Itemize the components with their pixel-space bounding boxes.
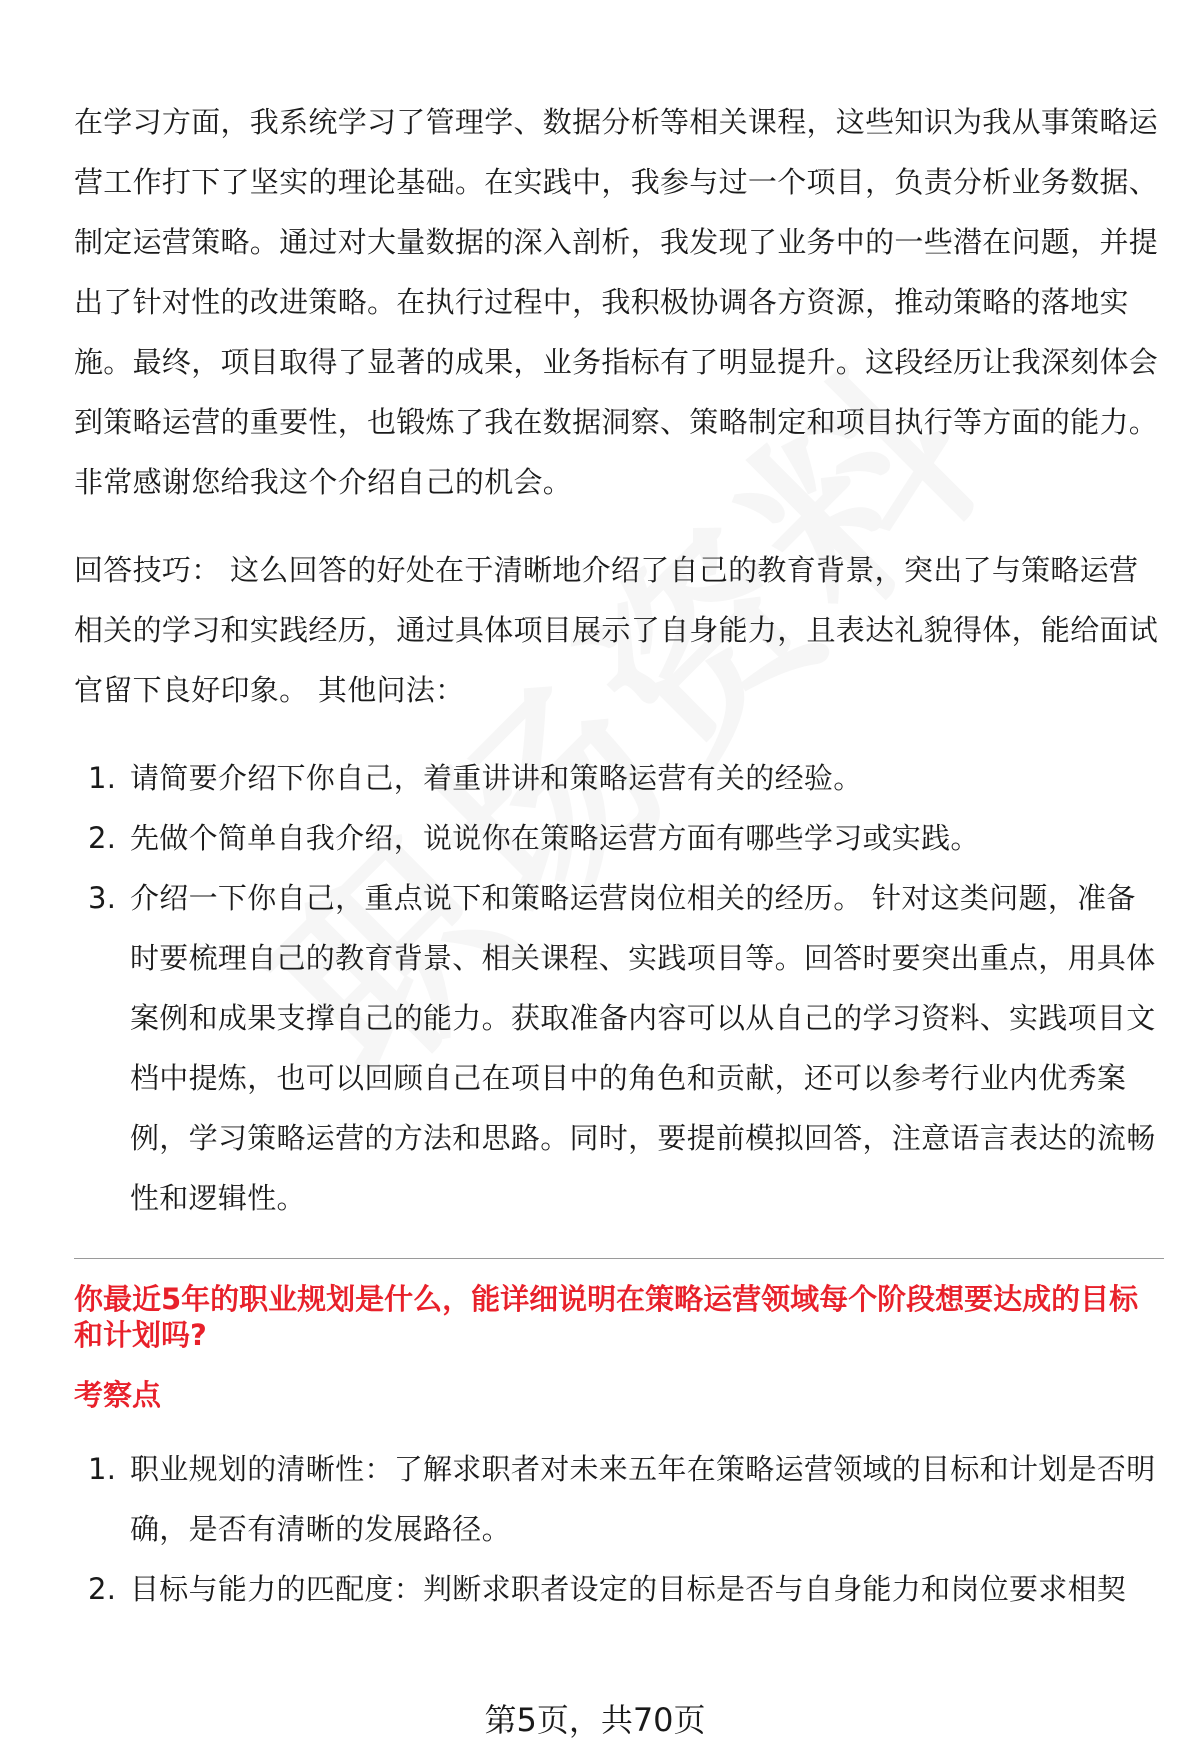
list-item-text: 职业规划的清晰性：了解求职者对未来五年在策略运营领域的目标和计划是否明确，是否有清晰的发展路径。 [130,1452,1156,1546]
tips-paragraph: 回答技巧： 这么回答的好处在于清晰地介绍了自己的教育背景，突出了与策略运营相关的学习和实践经历，通过具体项目展示了自身能力，且表达礼貌得体，能给面试官留下良好印象。 其他问法： [74,553,1159,707]
list-item [74,1559,1164,1619]
list-number: 1. [88,761,117,795]
intro-paragraph: 在学习方面，我系统学习了管理学、数据分析等相关课程，这些知识为我从事策略运营工作打下了坚实的理论基础。在实践中，我参与过一个项目，负责分析业务数据、制定运营策略。通过对大量数据的深入剖析，我发现了业务中的一些潜在问题，并提出了针对性的改进策略。在执行过程中，我积极协调各方资源，推动策略的落地实施。最终，项目取得了显著的成果，业务指标有了明显提升。这段经历让我深刻体会到策略运营的重要性，也锻炼了我在数据洞察、策略制定和项目执行等方面的能力。非常感谢您给我这个介绍自己的机会。 [74,105,1159,499]
list-item [74,1439,1164,1559]
alt-questions-list [74,748,1164,1228]
assessment-list [74,1439,1164,1619]
list-number: 3. [88,881,117,915]
list-item-text: 介绍一下你自己，重点说下和策略运营岗位相关的经历。 针对这类问题，准备时要梳理自己的教育背景、相关课程、实践项目等。回答时要突出重点，用具体案例和成果支撑自己的能力。获取准备内容可以从自己的学习资料、实践项目文档中提炼，也可以回顾自己在项目中的角色和贡献，还可以参考行业内优秀案例，学习策略运营的方法和思路。同时，要提前模拟回答，注意语言表达的流畅性和逻辑性。 [130,881,1156,1215]
list-item [74,868,1164,1228]
section-divider [74,1258,1164,1259]
list-item-text: 请简要介绍下你自己，着重讲讲和策略运营有关的经验。 [130,761,863,795]
list-item-text: 先做个简单自我介绍，说说你在策略运营方面有哪些学习或实践。 [130,821,980,855]
list-item [74,748,1164,808]
assessment-heading: 考察点 [74,1378,162,1412]
list-item-text: 目标与能力的匹配度：判断求职者设定的目标是否与自身能力和岗位要求相契 [130,1572,1127,1606]
list-number: 2. [88,1572,117,1606]
page-number-footer: 第5页，共70页 [484,1701,706,1739]
question-title: 你最近5年的职业规划是什么，能详细说明在策略运营领域每个阶段想要达成的目标和计划吗? [74,1282,1139,1352]
list-number: 1. [88,1452,117,1486]
document-body [74,92,1164,1619]
list-item [74,808,1164,868]
list-number: 2. [88,821,117,855]
